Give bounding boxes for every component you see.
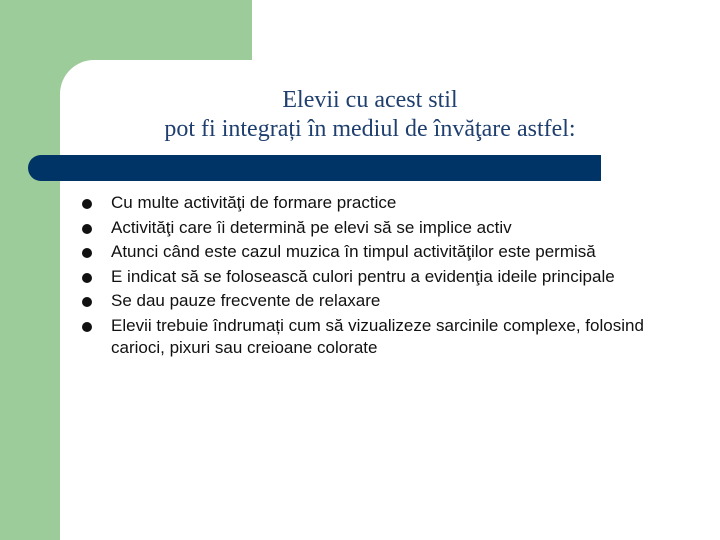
slide-title-line-2: pot fi integrați în mediul de învăţare astfel: [164,116,576,142]
bullet-text: Atunci când este cazul muzica în timpul activităţilor este permisă [111,242,596,261]
bullet-list [82,192,682,361]
bullet-dot-icon [82,224,92,234]
bullet-dot-icon [82,322,92,332]
bullet-item [82,241,682,263]
bullet-text: E indicat să se folosească culori pentru a evidenţia ideile principale [111,266,615,286]
bullet-text: Cu multe activităţi de formare practice [111,193,397,212]
slide-title [60,86,680,144]
bullet-text: Se dau pauze frecvente de relaxare [111,291,381,310]
slide-title-line-1: Elevii cu acest stil [282,87,458,113]
bullet-item [82,266,682,288]
bullet-text: Elevii trebuie îndrumați cum să vizualizeze sarcinile complexe, folosind carioci, pixuri sau creioane colorate [111,315,644,357]
title-underline-bar [28,155,601,181]
bullet-item [82,290,682,312]
bullet-item [82,217,682,239]
bullet-item [82,192,682,214]
bullet-dot-icon [82,248,92,258]
bullet-dot-icon [82,297,92,307]
bullet-dot-icon [82,273,92,283]
bullet-text: Activităţi care îi determină pe elevi să se implice activ [111,217,512,237]
bullet-item [82,315,682,359]
bullet-dot-icon [82,199,92,209]
